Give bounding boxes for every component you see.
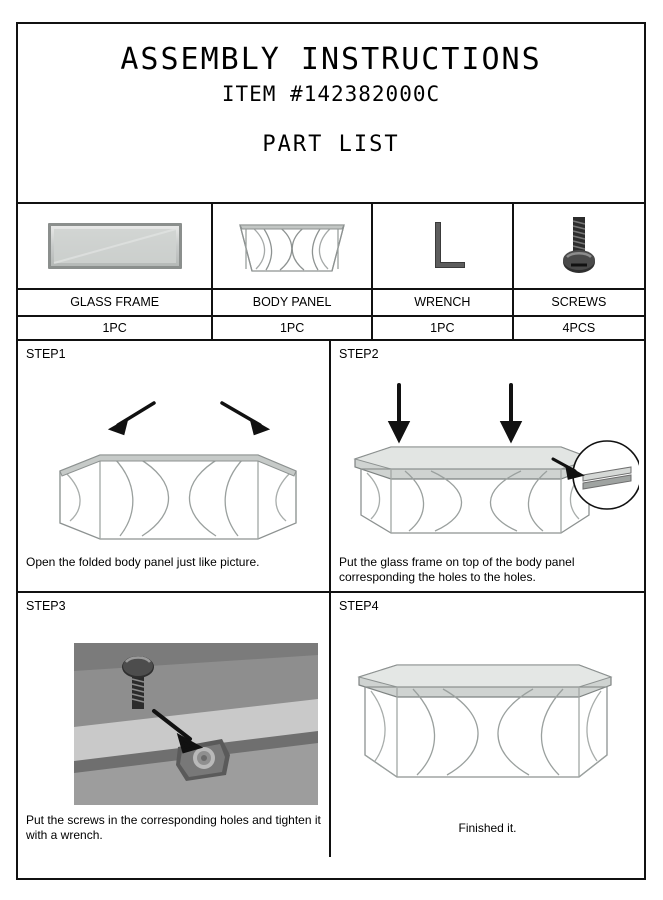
part-qty-body-panel: 1PC (279, 321, 305, 335)
parts-table (18, 204, 644, 341)
part-qty-wrench: 1PC (430, 321, 455, 335)
screw-icon (514, 204, 644, 290)
step-1 (18, 341, 331, 591)
glass-frame-icon (18, 204, 211, 290)
step-4-illustration (339, 615, 636, 813)
parts-image-row (18, 204, 644, 339)
step-1-illustration (26, 363, 321, 555)
part-name-body-panel: BODY PANEL (213, 290, 371, 317)
step-3-label: STEP3 (26, 599, 66, 613)
step-3-photo (26, 615, 321, 813)
step-1-caption: Open the folded body panel just like picture. (26, 555, 260, 569)
item-number: ITEM #142382000C (221, 82, 441, 106)
sheet-border (16, 22, 646, 880)
body-panel-icon (213, 204, 371, 290)
part-cell-body-panel (213, 204, 373, 339)
step-2 (331, 341, 644, 591)
part-cell-wrench (373, 204, 514, 339)
step-2-illustration (339, 363, 636, 555)
steps-grid (18, 341, 644, 857)
step-2-label: STEP2 (339, 347, 379, 361)
step-3 (18, 593, 331, 857)
part-list-heading: PART LIST (262, 132, 400, 157)
step-4-caption: Finished it. (458, 821, 517, 835)
step-2-caption: Put the glass frame on top of the body panel corresponding the holes to the holes. (339, 555, 575, 585)
part-qty-glass-frame: 1PC (102, 321, 127, 335)
part-name-screws: SCREWS (514, 290, 644, 317)
step-1-label: STEP1 (26, 347, 66, 361)
part-qty-screws: 4PCS (562, 321, 596, 335)
part-name-wrench: WRENCH (373, 290, 512, 317)
part-name-glass-frame: GLASS FRAME (18, 290, 211, 317)
page-title: ASSEMBLY INSTRUCTIONS (120, 42, 542, 77)
steps-row-bottom (18, 593, 644, 857)
step-4-label: STEP4 (339, 599, 379, 613)
step-3-caption: Put the screws in the corresponding holes and tighten it with a wrench. (26, 813, 321, 843)
wrench-icon (373, 204, 512, 290)
part-cell-glass-frame (18, 204, 213, 339)
step-4 (331, 593, 644, 857)
header (18, 42, 644, 204)
part-cell-screws (514, 204, 644, 339)
steps-row-top (18, 341, 644, 593)
